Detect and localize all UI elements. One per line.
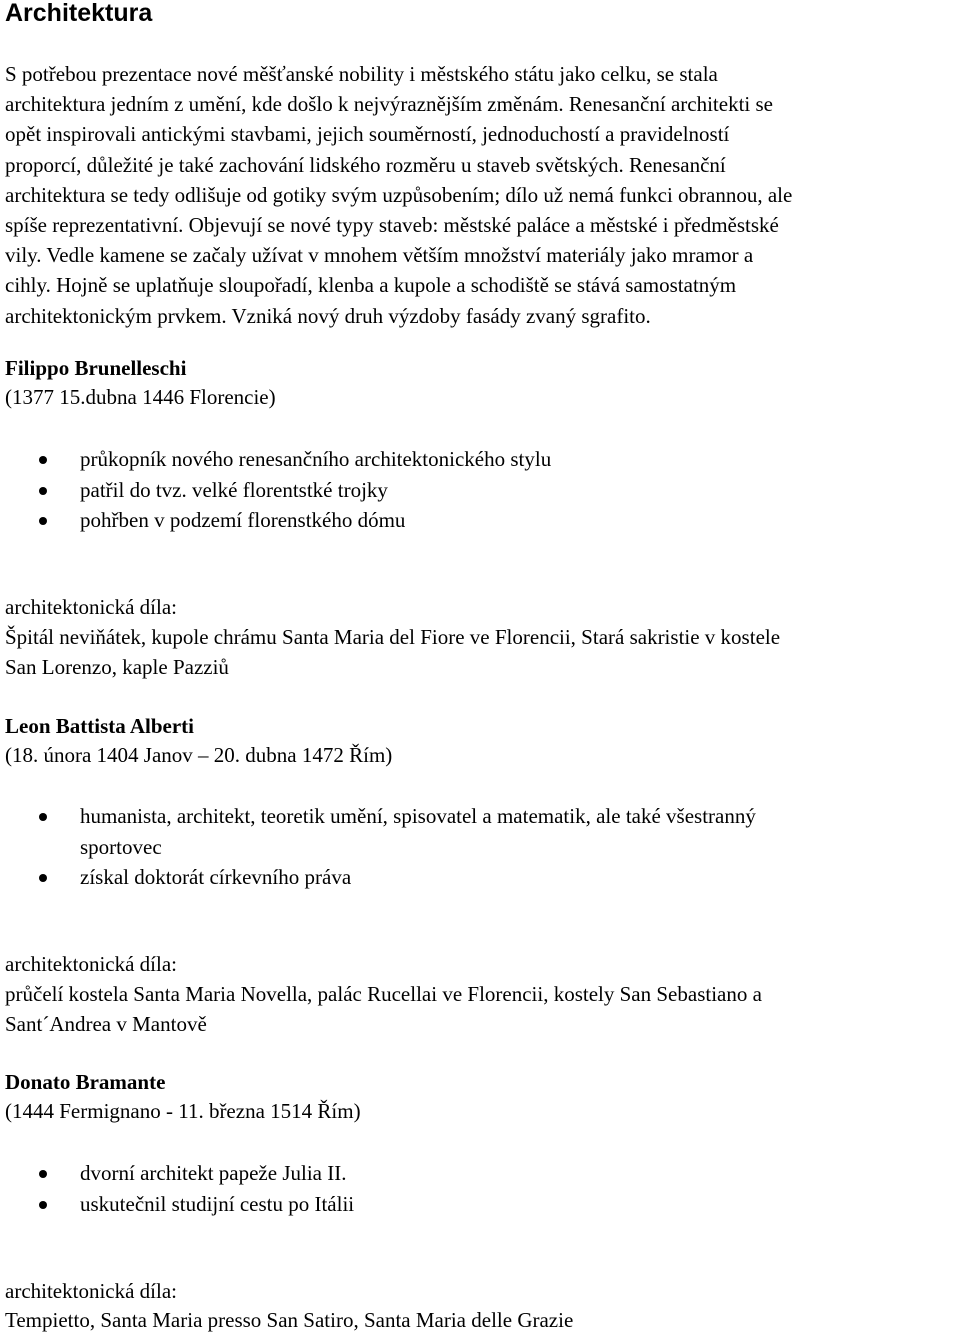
works-label: architektonická díla: xyxy=(5,1279,178,1303)
intro-paragraph xyxy=(5,59,960,331)
fact-item xyxy=(0,801,960,862)
works-list-text xyxy=(5,1305,960,1335)
intro-line: S potřebou prezentace nové měšťanské nobility i městského státu jako celku, se stala xyxy=(5,62,718,86)
works-label: architektonická díla: xyxy=(5,952,178,976)
architect-name: Donato Bramante xyxy=(5,1070,166,1094)
intro-line: architektonickým prvkem. Vzniká nový druh výzdoby fasády zvaný sgrafito. xyxy=(5,303,651,328)
works-line: Sant´Andrea v Mantově xyxy=(5,1012,207,1036)
works-line: San Lorenzo, kaple Pazziů xyxy=(5,655,229,679)
fact-text: získal doktorát církevního práva xyxy=(80,865,352,889)
fact-text: průkopník nového renesančního architektonického stylu xyxy=(80,447,552,471)
intro-line: cihly. Hojně se uplatňuje sloupořadí, klenba a kupole a schodiště se stává samostatným xyxy=(5,273,737,298)
fact-text: sportovec xyxy=(80,834,162,859)
bullet-icon xyxy=(39,1201,47,1209)
architect-name: Leon Battista Alberti xyxy=(5,714,194,738)
architect-dates: (18. února 1404 Janov – 20. dubna 1472 Řím) xyxy=(5,743,393,767)
fact-list xyxy=(0,1158,960,1219)
intro-line: opět inspirovali antickými stavbami, jejich souměrností, jednoduchostí a pravidelností xyxy=(5,122,730,147)
fact-text: humanista, architekt, teoretik umění, spisovatel a matematik, ale také všestranný xyxy=(80,804,756,828)
architect-name: Filippo Brunelleschi xyxy=(5,356,187,380)
bullet-icon xyxy=(39,487,47,495)
bullet-icon xyxy=(39,456,47,464)
works-list-text xyxy=(5,979,960,1039)
bullet-icon xyxy=(39,1170,47,1178)
architect-dates: (1377 15.dubna 1446 Florencie) xyxy=(5,385,276,409)
fact-text: pohřben v podzemí florenstkého dómu xyxy=(80,508,406,532)
intro-line: vily. Vedle kamene se začaly užívat v mnohem větším množství materiály jako mramor a xyxy=(5,243,754,268)
fact-item xyxy=(0,444,960,475)
intro-line: spíše reprezentativní. Objevují se nové typy staveb: městské paláce a městské i předměstské xyxy=(5,213,779,238)
fact-list xyxy=(0,801,960,893)
bullet-icon xyxy=(39,813,47,821)
intro-line: architektura jedním z umění, kde došlo k nejvýraznějším změnám. Renesanční architekti se xyxy=(5,92,773,117)
fact-item xyxy=(0,505,960,536)
works-label: architektonická díla: xyxy=(5,595,178,619)
fact-item xyxy=(0,862,960,893)
architect-dates: (1444 Fermignano - 11. března 1514 Řím) xyxy=(5,1099,361,1123)
works-list-text xyxy=(5,622,960,682)
works-line: Špitál neviňátek, kupole chrámu Santa Maria del Fiore ve Florencii, Stará sakristie v kostele xyxy=(5,625,781,649)
intro-line: architektura se tedy odlišuje od gotiky svým uzpůsobením; dílo už nemá funkci obrannou, ale xyxy=(5,182,793,207)
bullet-icon xyxy=(39,874,47,882)
fact-item xyxy=(0,1189,960,1220)
fact-item xyxy=(0,475,960,506)
works-line: Tempietto, Santa Maria presso San Satiro, Santa Maria delle Grazie xyxy=(5,1308,574,1332)
fact-item xyxy=(0,1158,960,1189)
fact-text: dvorní architekt papeže Julia II. xyxy=(80,1161,347,1185)
fact-text: patřil do tvz. velké florentstké trojky xyxy=(80,477,388,502)
page-title: Architektura xyxy=(5,0,153,27)
works-line: průčelí kostela Santa Maria Novella, palác Rucellai ve Florencii, kostely San Sebastiano a xyxy=(5,982,762,1006)
bullet-icon xyxy=(39,517,47,525)
fact-text: uskutečnil studijní cestu po Itálii xyxy=(80,1191,355,1216)
fact-list xyxy=(0,444,960,536)
intro-line: proporcí, důležité je také zachování lidského rozměru u staveb světských. Renesanční xyxy=(5,152,726,177)
